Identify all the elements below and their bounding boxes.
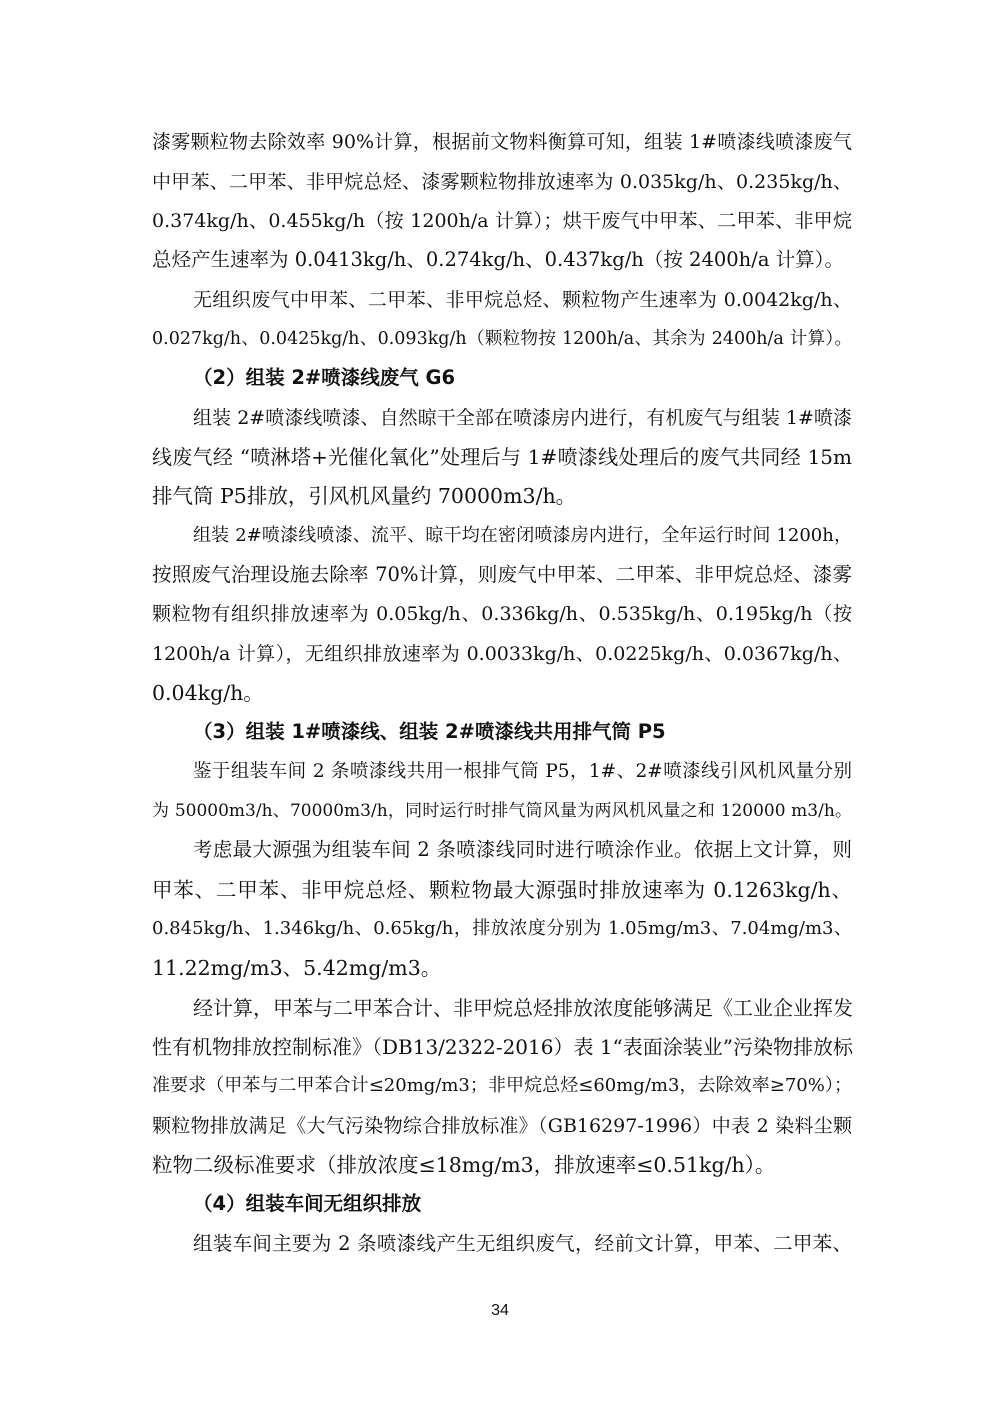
text-line: 为 50000m3/h、70000m3/h，同时运行时排气筒风量为两风机风量之和 120000 m3/h。: [152, 801, 852, 821]
text-line: 经计算，甲苯与二甲苯合计、非甲烷总烃排放浓度能够满足《工业企业挥发: [193, 996, 853, 1020]
text-line: 按照废气治理设施去除率 70%计算，则废气中甲苯、二甲苯、非甲烷总烃、漆雾: [152, 563, 852, 586]
text-line: 中甲苯、二甲苯、非甲烷总烃、漆雾颗粒物排放速率为 0.035kg/h、0.235kg/h、: [152, 171, 852, 193]
text-line: 性有机物排放控制标准》（DB13/2322-2016）表 1“表面涂装业”污染物排放标: [152, 1035, 854, 1059]
text-line: 颗粒物有组织排放速率为 0.05kg/h、0.336kg/h、0.535kg/h、0.195kg/h（按: [152, 603, 852, 625]
text-line: 线废气经 “喷淋塔+光催化氧化”处理后与 1#喷漆线处理后的废气共同经 15m: [152, 445, 852, 469]
text-line: 组装车间主要为 2 条喷漆线产生无组织废气，经前文计算，甲苯、二甲苯、: [193, 1232, 852, 1255]
text-line: 0.374kg/h、0.455kg/h（按 1200h/a 计算）；烘干废气中甲苯、二甲苯、非甲烷: [152, 210, 852, 232]
text-line: 考虑最大源强为组装车间 2 条喷漆线同时进行喷涂作业。依据上文计算，则: [193, 838, 852, 861]
text-line: 准要求（甲苯与二甲苯合计≤20mg/m3；非甲烷总烃≤60mg/m3，去除效率≥70%）；: [152, 1075, 852, 1096]
text-line: 1200h/a 计算），无组织排放速率为 0.0033kg/h、0.0225kg/h、0.0367kg/h、: [152, 643, 852, 665]
section-heading: （3）组装 1#喷漆线、组装 2#喷漆线共用排气筒 P5: [193, 720, 666, 743]
text-line: 组装 2#喷漆线喷漆、自然晾干全部在喷漆房内进行，有机废气与组装 1#喷漆: [193, 407, 852, 429]
text-line: 11.22mg/m3、5.42mg/m3。: [152, 956, 442, 980]
text-line: 总烃产生速率为 0.0413kg/h、0.274kg/h、0.437kg/h（按 2400h/a 计算）。: [152, 248, 844, 271]
text-line: 粒物二级标准要求（排放浓度≤18mg/m3，排放速率≤0.51kg/h）。: [152, 1153, 776, 1177]
text-line: 颗粒物排放满足《大气污染物综合排放标准》（GB16297-1996）中表 2 染料尘颗: [152, 1115, 852, 1137]
text-line: 鉴于组装车间 2 条喷漆线共用一根排气筒 P5，1#、2#喷漆线引风机风量分别: [193, 761, 852, 782]
page-number: 34: [491, 1302, 509, 1319]
text-line: 0.027kg/h、0.0425kg/h、0.093kg/h（颗粒物按 1200h/a、其余为 2400h/a 计算）。: [152, 329, 852, 349]
section-heading: （4）组装车间无组织排放: [193, 1192, 422, 1215]
text-line: 甲苯、二甲苯、非甲烷总烃、颗粒物最大源强时排放速率为 0.1263kg/h、: [152, 878, 852, 902]
text-line: 0.04kg/h。: [152, 681, 264, 705]
text-line: 0.845kg/h、1.346kg/h、0.65kg/h，排放浓度分别为 1.05mg/m3、7.04mg/m3、: [152, 918, 852, 939]
text-line: 排气筒 P5排放，引风机风量约 70000m3/h。: [152, 484, 577, 508]
text-line: 无组织废气中甲苯、二甲苯、非甲烷总烃、颗粒物产生速率为 0.0042kg/h、: [193, 289, 852, 311]
section-heading: （2）组装 2#喷漆线废气 G6: [193, 366, 456, 389]
text-line: 组装 2#喷漆线喷漆、流平、晾干均在密闭喷漆房内进行，全年运行时间 1200h，: [193, 525, 852, 546]
text-line: 漆雾颗粒物去除效率 90%计算，根据前文物料衡算可知，组装 1#喷漆线喷漆废气: [152, 131, 852, 153]
